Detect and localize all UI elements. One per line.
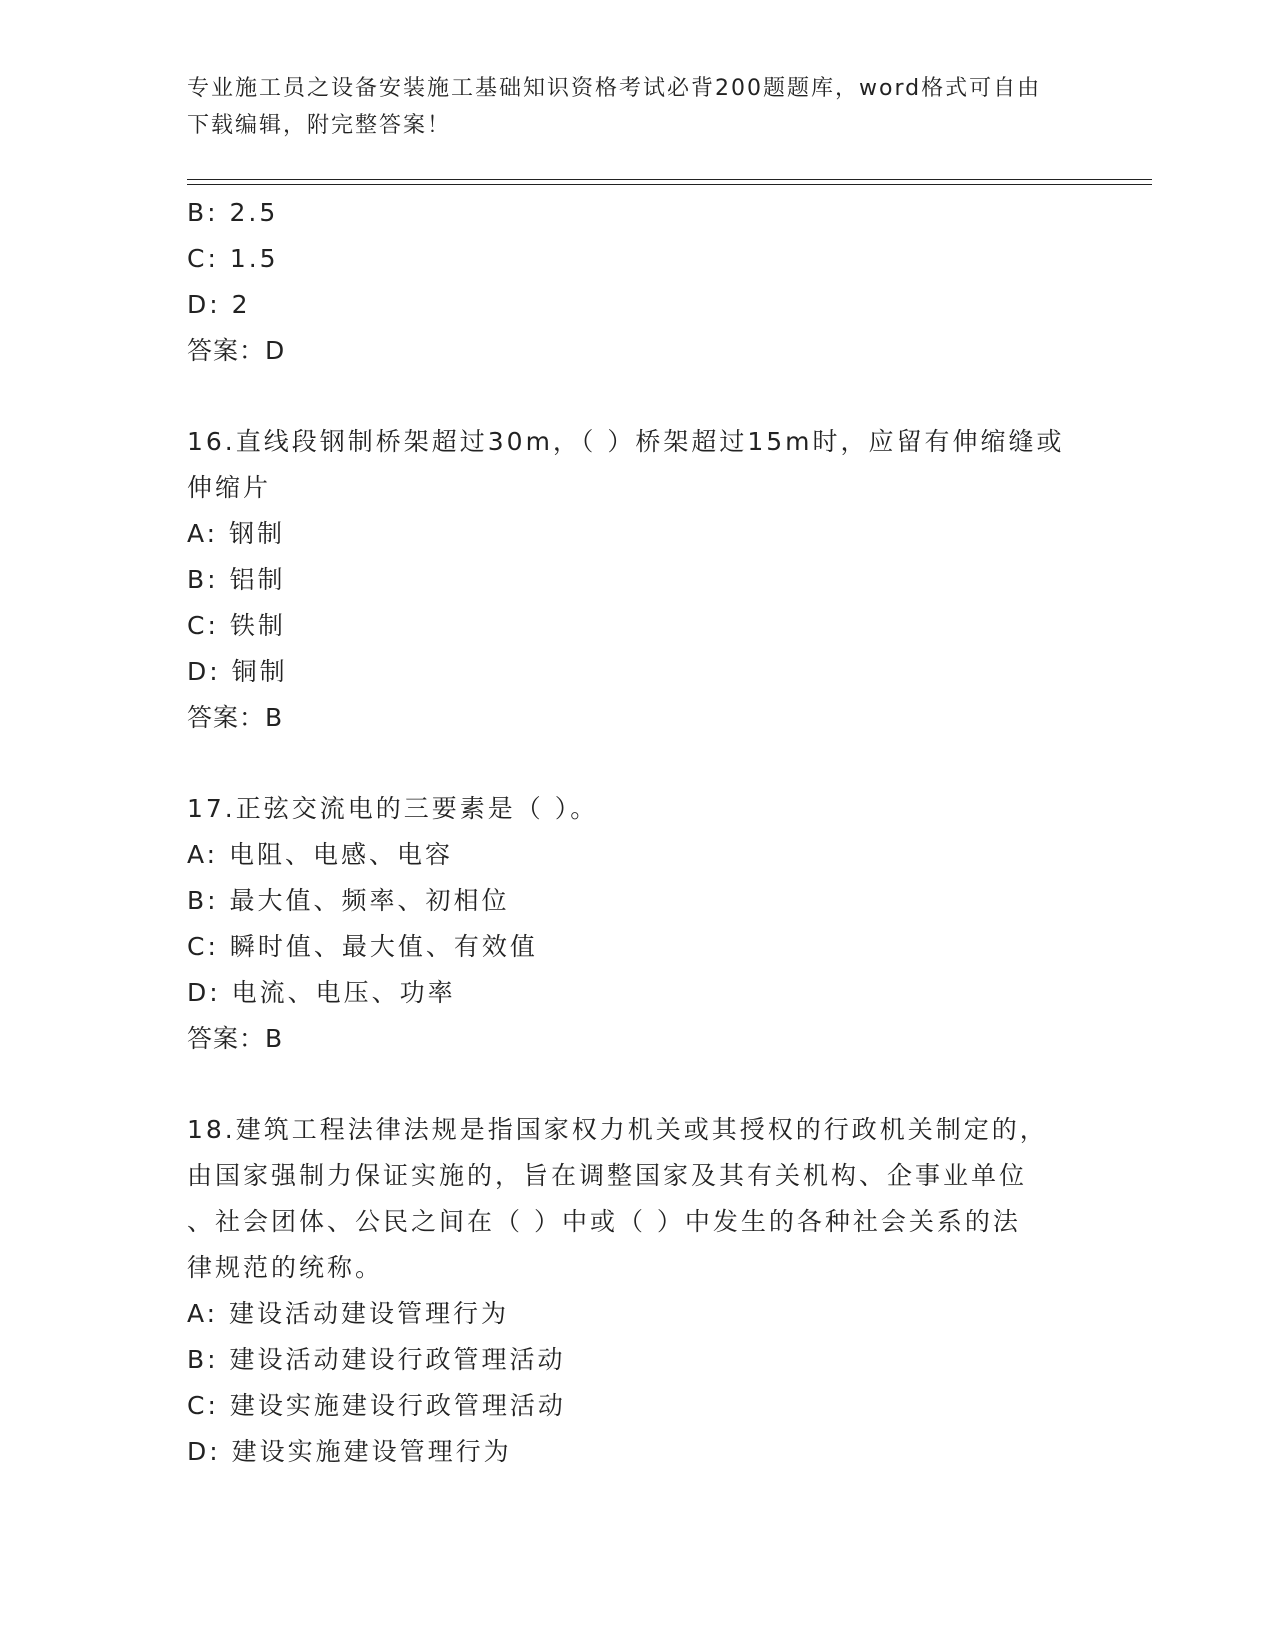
q17-option-b: B: 最大值、频率、初相位 [187,886,510,915]
header-divider-top [187,179,1152,180]
q17-answer: 答案：B [187,1024,284,1053]
q16-answer: 答案：B [187,703,284,732]
header-line-1: 专业施工员之设备安装施工基础知识资格考试必背200题题库，word格式可自由 [187,76,1042,101]
q17-option-d: D: 电流、电压、功率 [187,978,456,1007]
question-16 [187,419,1087,741]
q18-stem-line-2: 由国家强制力保证实施的，旨在调整国家及其有关机构、企事业单位 [187,1161,1028,1190]
question-content [187,190,1087,1475]
question-15-tail [187,190,1087,374]
q18-option-d: D: 建设实施建设管理行为 [187,1437,512,1466]
q16-option-c: C: 铁制 [187,611,286,640]
spacer [187,374,1087,419]
q16-option-a: A: 钢制 [187,519,286,548]
q16-stem-line-2: 伸缩片 [187,473,272,502]
q15-option-c: C: 1.5 [187,244,279,273]
q18-stem-line-4: 律规范的统称。 [187,1253,384,1282]
q18-option-c: C: 建设实施建设行政管理活动 [187,1391,566,1420]
q15-answer: 答案：D [187,336,286,365]
q17-stem-line-1: 17.正弦交流电的三要素是（ ）。 [187,794,599,823]
q17-option-c: C: 瞬时值、最大值、有效值 [187,932,538,961]
question-18 [187,1107,1087,1475]
q18-stem-line-3: 、社会团体、公民之间在（ ）中或（ ）中发生的各种社会关系的法 [187,1207,1021,1236]
q16-option-b: B: 铝制 [187,565,286,594]
q18-stem-line-1: 18.建筑工程法律法规是指国家权力机关或其授权的行政机关制定的， [187,1115,1048,1144]
spacer [187,741,1087,786]
q17-option-a: A: 电阻、电感、电容 [187,840,454,869]
q16-stem-line-1: 16.直线段钢制桥架超过30m，（ ）桥架超过15m时，应留有伸缩缝或 [187,427,1065,456]
q15-option-b: B: 2.5 [187,198,279,227]
spacer [187,1062,1087,1107]
header-divider-bottom [187,184,1152,185]
q18-option-b: B: 建设活动建设行政管理活动 [187,1345,566,1374]
q16-option-d: D: 铜制 [187,657,288,686]
question-17 [187,786,1087,1062]
q18-option-a: A: 建设活动建设管理行为 [187,1299,510,1328]
q15-option-d: D: 2 [187,290,251,319]
header-line-2: 下载编辑，附完整答案！ [187,113,452,138]
document-header [187,70,1067,144]
